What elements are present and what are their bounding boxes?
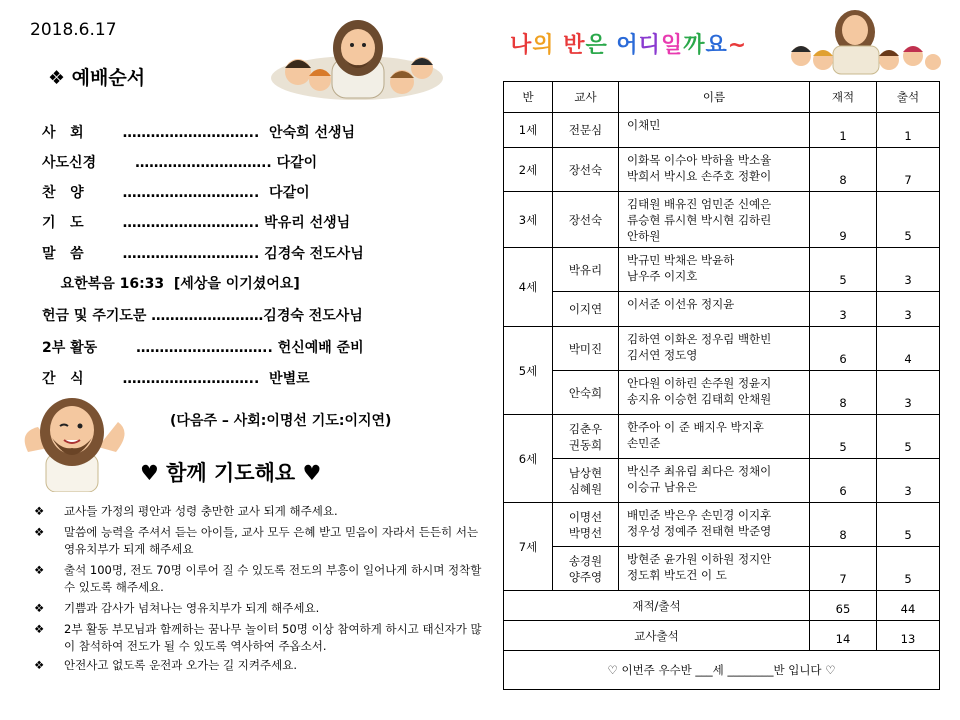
jesus-with-kids-illustration (783, 8, 943, 76)
enrolled-cell: 7 (810, 547, 877, 591)
total-row (504, 591, 940, 621)
order-row: 사 회 ……………………….. 안숙희 선생님 (42, 125, 356, 141)
order-row: 찬 양 ……………………….. 다같이 (42, 185, 310, 201)
table-row (504, 292, 940, 327)
worship-order-title: ❖ 예배순서 (48, 67, 146, 89)
teacher-row-label: 교사출석 (504, 621, 810, 651)
header-class: 반 (504, 82, 553, 113)
class-cell: 1세 (504, 113, 553, 148)
names-cell: 이채민 (619, 113, 810, 148)
names-cell: 이화목 이수아 박하율 박소율 박희서 박시요 손주호 정환이 (619, 148, 810, 192)
class-cell: 5세 (504, 327, 553, 415)
teacher-cell: 박유리 (553, 248, 619, 292)
enrolled-cell: 6 (810, 327, 877, 371)
table-row (504, 113, 940, 148)
attended-cell: 5 (877, 192, 940, 248)
table-row (504, 415, 940, 459)
title-char: 반 (563, 33, 586, 58)
enrolled-cell: 6 (810, 459, 877, 503)
jesus-with-children-illustration (270, 18, 445, 100)
teacher-cell: 김춘우 권동희 (553, 415, 619, 459)
class-cell: 7세 (504, 503, 553, 591)
attended-cell: 5 (877, 415, 940, 459)
header-enrolled: 재적 (810, 82, 877, 113)
enrolled-cell: 3 (810, 292, 877, 327)
order-row: 헌금 및 주기도문 ……………………김경숙 전도사님 (42, 308, 363, 324)
attended-cell: 3 (877, 459, 940, 503)
order-row: 말 씀 ……………………….. 김경숙 전도사님 (42, 246, 364, 262)
title-char: 의 (532, 33, 555, 58)
title-char (608, 33, 617, 58)
order-row: 기 도 ……………………….. 박유리 선생님 (42, 215, 351, 231)
names-cell: 한주아 이 준 배지우 박지후 손민준 (619, 415, 810, 459)
bulletin-date: 2018.6.17 (30, 20, 117, 40)
class-roster-table (503, 81, 940, 690)
attended-cell: 5 (877, 503, 940, 547)
table-row (504, 248, 940, 292)
header-attended: 출석 (877, 82, 940, 113)
teacher-cell: 이명선 박명선 (553, 503, 619, 547)
class-cell: 6세 (504, 415, 553, 503)
names-cell: 안다원 이하린 손주원 정윤지 송지유 이승헌 김태희 안채원 (619, 371, 810, 415)
class-cell: 3세 (504, 192, 553, 248)
bullet-icon: ❖ (34, 504, 45, 518)
enrolled-cell: 8 (810, 503, 877, 547)
enrolled-cell: 8 (810, 148, 877, 192)
order-row: 사도신경 ……………………….. 다같이 (42, 155, 318, 171)
teacher-cell: 전문심 (553, 113, 619, 148)
best-class-footer: ♡ 이번주 우수반 ___세 ________반 입니다 ♡ (504, 651, 940, 690)
names-cell: 방현준 윤가원 이하원 정지안 정도휘 박도건 이 도 (619, 547, 810, 591)
attended-cell: 1 (877, 113, 940, 148)
enrolled-cell: 8 (810, 371, 877, 415)
table-row (504, 503, 940, 547)
class-cell: 2세 (504, 148, 553, 192)
title-char: 어 (616, 33, 639, 58)
title-char: 나 (510, 33, 533, 58)
teacher-row (504, 621, 940, 651)
table-row (504, 327, 940, 371)
table-row (504, 192, 940, 248)
teacher-cell: 박미진 (553, 327, 619, 371)
header-names: 이름 (619, 82, 810, 113)
teacher-cell: 장선숙 (553, 192, 619, 248)
enrolled-cell: 1 (810, 113, 877, 148)
header-teacher: 교사 (553, 82, 619, 113)
teacher-cell: 장선숙 (553, 148, 619, 192)
teacher-row-attended: 13 (877, 621, 940, 651)
title-char (555, 33, 564, 58)
title-char: 요 (705, 33, 728, 58)
names-cell: 박규민 박채은 박윤하 남우주 이지호 (619, 248, 810, 292)
names-cell: 배민준 박은우 손민경 이지후 정우성 정예주 전태현 박준영 (619, 503, 810, 547)
title-char: 디 (638, 33, 661, 58)
bullet-icon: ❖ (34, 658, 45, 672)
bullet-icon: ❖ (34, 601, 45, 615)
order-row-scripture: 요한복음 16:33 [세상을 이기셨어요] (46, 276, 300, 292)
title-char: 일 (660, 33, 684, 58)
enrolled-cell: 5 (810, 248, 877, 292)
title-char: 까 (683, 33, 706, 58)
attended-cell: 3 (877, 371, 940, 415)
total-row-attended: 44 (877, 591, 940, 621)
names-cell: 김태원 배유진 엄민준 신예은 류승현 류시현 박시현 김하린 안하원 (619, 192, 810, 248)
bullet-icon: ❖ (34, 525, 45, 539)
attended-cell: 7 (877, 148, 940, 192)
table-row (504, 371, 940, 415)
attended-cell: 3 (877, 248, 940, 292)
class-cell: 4세 (504, 248, 553, 327)
table-row (504, 459, 940, 503)
prayer-title: ♥ 함께 기도해요 ♥ (140, 461, 322, 485)
table-row (504, 148, 940, 192)
footer-row (504, 651, 940, 690)
teacher-cell: 안숙희 (553, 371, 619, 415)
bullet-icon: ❖ (34, 622, 45, 636)
names-cell: 김하연 이화온 정우림 백한빈 김서연 정도영 (619, 327, 810, 371)
names-cell: 이서준 이선유 정지윤 (619, 292, 810, 327)
winking-jesus-illustration (8, 392, 136, 492)
enrolled-cell: 5 (810, 415, 877, 459)
title-char: 은 (585, 33, 608, 58)
attended-cell: 5 (877, 547, 940, 591)
attended-cell: 4 (877, 327, 940, 371)
teacher-cell: 이지연 (553, 292, 619, 327)
attended-cell: 3 (877, 292, 940, 327)
enrolled-cell: 9 (810, 192, 877, 248)
order-row: 2부 활동 ……………………….. 헌신예배 준비 (42, 340, 364, 356)
total-row-enrolled: 65 (810, 591, 877, 621)
next-week-notice: (다음주 – 사회:이명선 기도:이지연) (170, 413, 392, 429)
total-row-label: 재적/출석 (504, 591, 810, 621)
roster-header-row (504, 82, 940, 113)
teacher-cell: 송경원 양주영 (553, 547, 619, 591)
names-cell: 박신주 최유림 최다은 정채이 이승규 남유은 (619, 459, 810, 503)
table-row (504, 547, 940, 591)
class-title (510, 28, 747, 59)
teacher-row-enrolled: 14 (810, 621, 877, 651)
bullet-icon: ❖ (34, 563, 45, 577)
title-char: ~ (727, 33, 748, 58)
order-row: 간 식 ……………………….. 반별로 (42, 371, 310, 387)
teacher-cell: 남상현 심혜원 (553, 459, 619, 503)
